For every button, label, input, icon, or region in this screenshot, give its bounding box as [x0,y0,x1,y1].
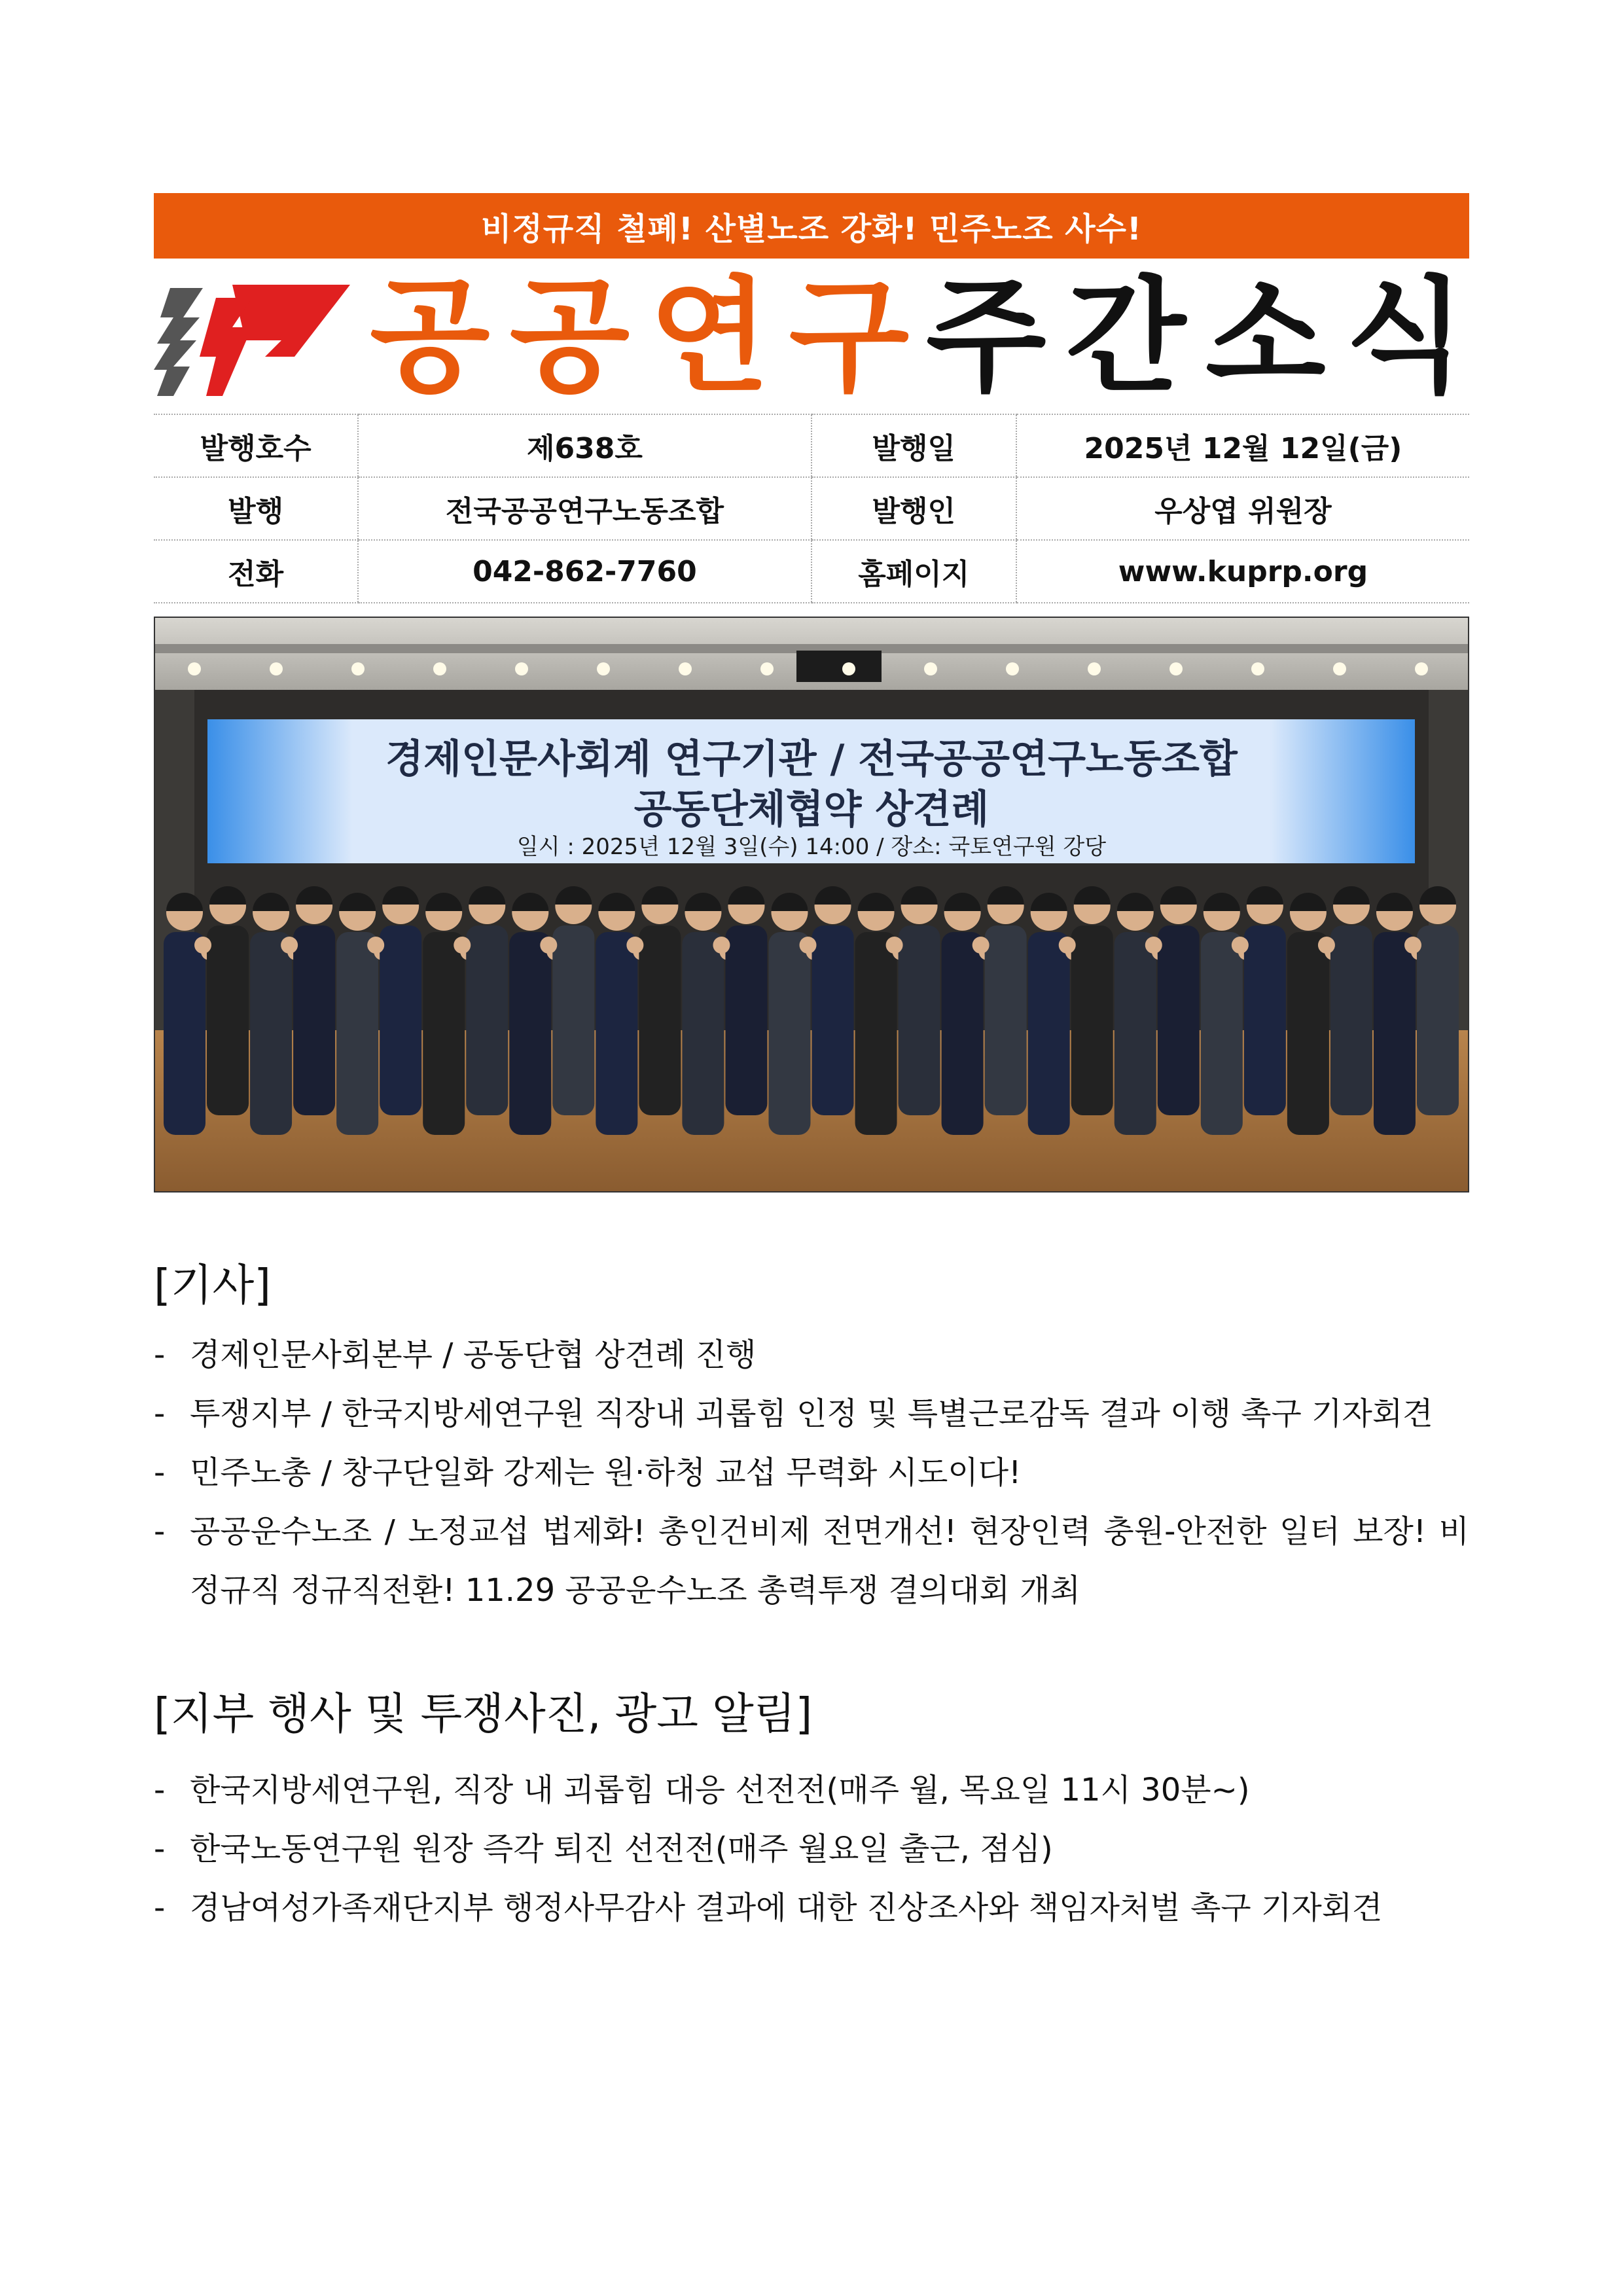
bullet-dash: - [154,1454,166,1491]
list-item[interactable] [154,1878,1469,1937]
bullet-dash: - [154,1772,166,1808]
slogan-text: 비정규직 철폐! 산별노조 강화! 민주노조 사수! [481,210,1142,247]
bullet-dash: - [154,1831,166,1867]
masthead [154,264,1486,409]
photo-scene [155,618,1468,1191]
phone-label: 전화 [154,540,358,603]
list-item[interactable] [154,1502,1469,1620]
bullet-dash: - [154,1513,166,1550]
article-text: 공공운수노조 / 노정교섭 법제화! 총인건비제 전면개선! 현장인력 충원-안전한 일터 보장! 비정규직 정규직전환! 11.29 공공운수노조 총력투쟁 결의대회 개최 [190,1513,1469,1609]
publish-date-value: 2025년 12월 12일(금) [1016,414,1469,477]
ceiling-light-icon [515,662,528,675]
ceiling-light-icon [351,662,365,675]
banner-line-1: 경제인문사회계 연구기관 / 전국공공연구노동조합 [385,736,1238,782]
banner-line-2: 공동단체협약 상견례 [633,787,990,833]
bullet-dash: - [154,1336,166,1373]
homepage-label: 홈페이지 [812,540,1016,603]
list-item[interactable] [154,1325,1469,1384]
article-text: 민주노총 / 창구단일화 강제는 원·하청 교섭 무력화 시도이다! [190,1454,1022,1491]
ceiling-light-icon [270,662,283,675]
event-text: 한국지방세연구원, 직장 내 괴롭힘 대응 선전전(매주 월, 목요일 11시 30분~) [190,1772,1250,1808]
phone-value: 042-862-7760 [358,540,811,603]
ceiling-light-icon [188,662,201,675]
masthead-title-black: 주간소식 [926,264,1486,409]
ceiling-light-icon [1088,662,1101,675]
ceiling-light-icon [679,662,692,675]
banner-line-3: 일시 : 2025년 12월 3일(수) 14:00 / 장소: 국토연구원 강당 [516,834,1107,860]
ceiling-light-icon [1415,662,1428,675]
slogan-bar [154,193,1469,259]
info-row [154,540,1469,603]
ceiling-light-icon [597,662,610,675]
articles-section-title: [기사] [154,1260,272,1310]
publication-info-table [154,414,1469,603]
list-item[interactable] [154,1761,1469,1820]
issue-number-label: 발행호수 [154,414,358,477]
bullet-dash: - [154,1395,166,1432]
list-item[interactable] [154,1443,1469,1502]
info-row [154,414,1469,477]
event-text: 경남여성가족재단지부 행정사무감사 결과에 대한 진상조사와 책임자처벌 촉구 기자회견 [190,1890,1383,1926]
publisher-label: 발행 [154,477,358,540]
issuer-value: 우상엽 위원장 [1016,477,1469,540]
ceiling-light-icon [924,662,937,675]
issue-number-value: 제638호 [358,414,811,477]
list-item[interactable] [154,1820,1469,1878]
union-logo-icon [154,278,350,399]
bullet-dash: - [154,1890,166,1926]
publish-date-label: 발행일 [812,414,1016,477]
ceiling-light-icon [1169,662,1183,675]
event-text: 한국노동연구원 원장 즉각 퇴진 선전전(매주 월요일 출근, 점심) [190,1831,1053,1867]
info-row [154,477,1469,540]
publisher-value: 전국공공연구노동조합 [358,477,811,540]
list-item[interactable] [154,1384,1469,1443]
events-list [154,1761,1469,1937]
masthead-title-orange: 공공연구 [370,264,929,409]
homepage-link[interactable]: www.kuprp.org [1016,540,1469,603]
ceiling-light-icon [842,662,855,675]
issuer-label: 발행인 [812,477,1016,540]
group-photo [154,617,1469,1193]
article-text: 경제인문사회본부 / 공동단협 상견례 진행 [190,1336,757,1373]
events-section-title: [지부 행사 및 투쟁사진, 광고 알림] [154,1689,813,1739]
ceiling-light-icon [1251,662,1264,675]
ceiling-light-icon [1006,662,1019,675]
ceiling-light-icon [433,662,446,675]
ceiling-light-icon [1333,662,1346,675]
article-text: 투쟁지부 / 한국지방세연구원 직장내 괴롭힘 인정 및 특별근로감독 결과 이행 촉구 기자회견 [190,1395,1433,1432]
ceiling-light-icon [760,662,774,675]
articles-list [154,1325,1469,1620]
